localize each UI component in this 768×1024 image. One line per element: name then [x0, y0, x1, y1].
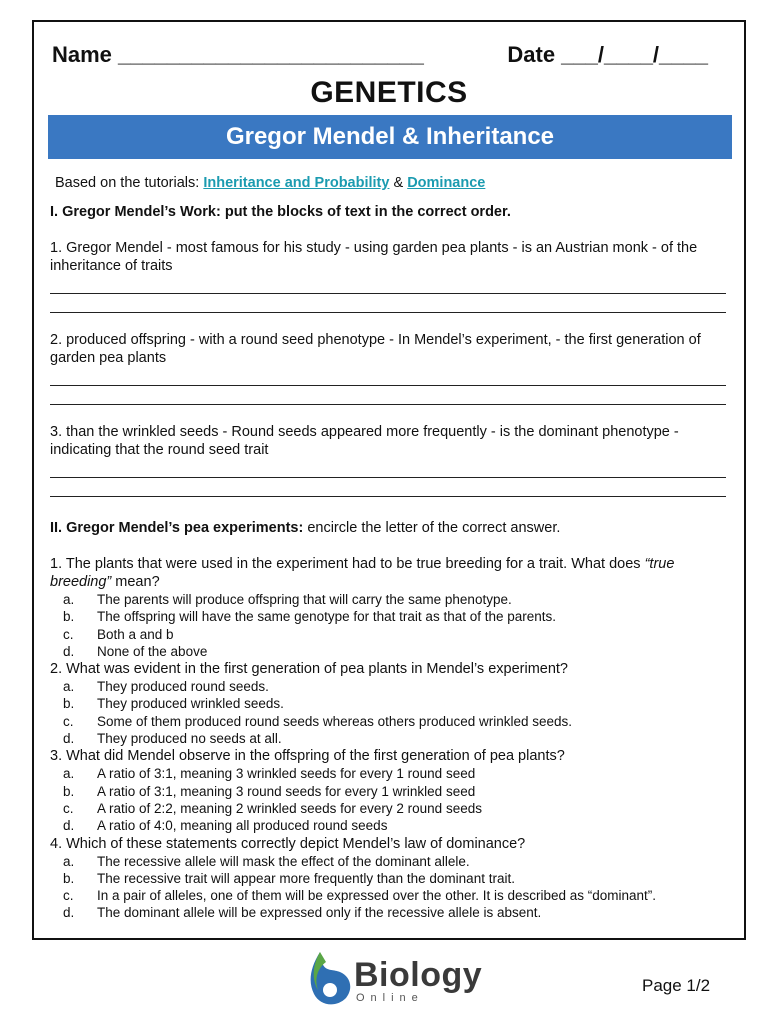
answer-option[interactable]: c. A ratio of 2:2, meaning 2 wrinkled seeds for every 2 round seeds	[63, 800, 482, 816]
question-3-options	[50, 765, 730, 834]
based-on-prefix: Based on the tutorials:	[55, 175, 204, 191]
true-breeding-term: “true breeding”	[50, 556, 675, 590]
answer-option[interactable]: a. The recessive allele will mask the effect of the dominant allele.	[63, 853, 470, 869]
answer-line[interactable]	[50, 386, 726, 405]
page-number: Page 1/2	[642, 976, 711, 995]
section2-title-bold: II. Gregor Mendel’s pea experiments:	[50, 520, 304, 536]
question-4-options	[50, 853, 730, 922]
page-title: GENETICS	[310, 76, 468, 109]
leaf-icon	[306, 950, 352, 1008]
link-dominance[interactable]: Dominance	[407, 175, 486, 191]
answer-line[interactable]	[50, 367, 726, 386]
answer-option[interactable]: d. The dominant allele will be expressed only if the recessive allele is absent.	[63, 905, 542, 921]
section2-title	[50, 519, 730, 537]
question-2: 2. What was evident in the first generation of pea plants in Mendel’s experiment?	[50, 661, 568, 678]
answer-option[interactable]: c. In a pair of alleles, one of them will be expressed over the other. It is described as “dominant”.	[63, 888, 657, 904]
question-3: 3. What did Mendel observe in the offspring of the first generation of pea plants?	[50, 748, 565, 765]
date-field[interactable]: Date ___/____/____	[507, 42, 708, 67]
answer-line[interactable]	[50, 275, 726, 294]
question-1: 1. The plants that were used in the experiment had to be true breeding for a trait. What does “true breeding” mean?	[50, 556, 675, 590]
logo-wordmark: Biology	[354, 956, 483, 994]
section2-title-rest: encircle the letter of the correct answer.	[303, 520, 561, 536]
name-field[interactable]: Name _________________________	[52, 42, 424, 67]
answer-option[interactable]: d. None of the above	[63, 643, 208, 659]
question-1-options	[50, 591, 730, 660]
answer-option[interactable]: b. They produced wrinkled seeds.	[63, 696, 284, 712]
answer-option[interactable]: c. Both a and b	[63, 626, 174, 642]
answer-option[interactable]: d. They produced no seeds at all.	[63, 731, 282, 747]
logo-subtitle: Online	[356, 992, 424, 1004]
ordering-item: 1. Gregor Mendel - most famous for his study - using garden pea plants - is an Austrian monk - of the inheritance of traits	[50, 240, 698, 274]
answer-option[interactable]: b. The recessive trait will appear more frequently than the dominant trait.	[63, 870, 515, 886]
answer-option[interactable]: b. A ratio of 3:1, meaning 3 round seeds for every 1 wrinkled seed	[63, 783, 476, 799]
answer-line[interactable]	[50, 294, 726, 313]
question-4: 4. Which of these statements correctly depict Mendel’s law of dominance?	[50, 835, 526, 852]
question-2-options	[50, 678, 730, 747]
topic-banner: Gregor Mendel & Inheritance	[48, 115, 732, 159]
worksheet-frame	[32, 20, 746, 940]
ampersand: &	[389, 175, 408, 191]
answer-option[interactable]: c. Some of them produced round seeds whereas others produced wrinkled seeds.	[63, 713, 573, 729]
biology-online-logo	[306, 950, 486, 1010]
answer-option[interactable]: d. A ratio of 4:0, meaning all produced round seeds	[63, 818, 388, 834]
answer-line[interactable]	[50, 478, 726, 497]
header-row	[52, 42, 726, 72]
answer-option[interactable]: a. The parents will produce offspring that will carry the same phenotype.	[63, 592, 512, 607]
link-inheritance-probability[interactable]: Inheritance and Probability	[203, 175, 390, 191]
ordering-item: 2. produced offspring - with a round seed phenotype - In Mendel’s experiment, - the first generation of garden pea plants	[50, 332, 701, 366]
answer-option[interactable]: a. A ratio of 3:1, meaning 3 wrinkled seeds for every 1 round seed	[63, 766, 476, 782]
tutorial-references	[50, 174, 730, 192]
ordering-item: 3. than the wrinkled seeds - Round seeds appeared more frequently - is the dominant phenotype - indicating that the round seed trait	[50, 424, 679, 458]
answer-option[interactable]: a. They produced round seeds.	[63, 679, 269, 695]
answer-line[interactable]	[50, 459, 726, 478]
worksheet-content	[50, 174, 730, 922]
section1-title: I. Gregor Mendel’s Work: put the blocks of text in the correct order.	[50, 204, 511, 220]
answer-option[interactable]: b. The offspring will have the same genotype for that trait as that of the parents.	[63, 609, 557, 625]
